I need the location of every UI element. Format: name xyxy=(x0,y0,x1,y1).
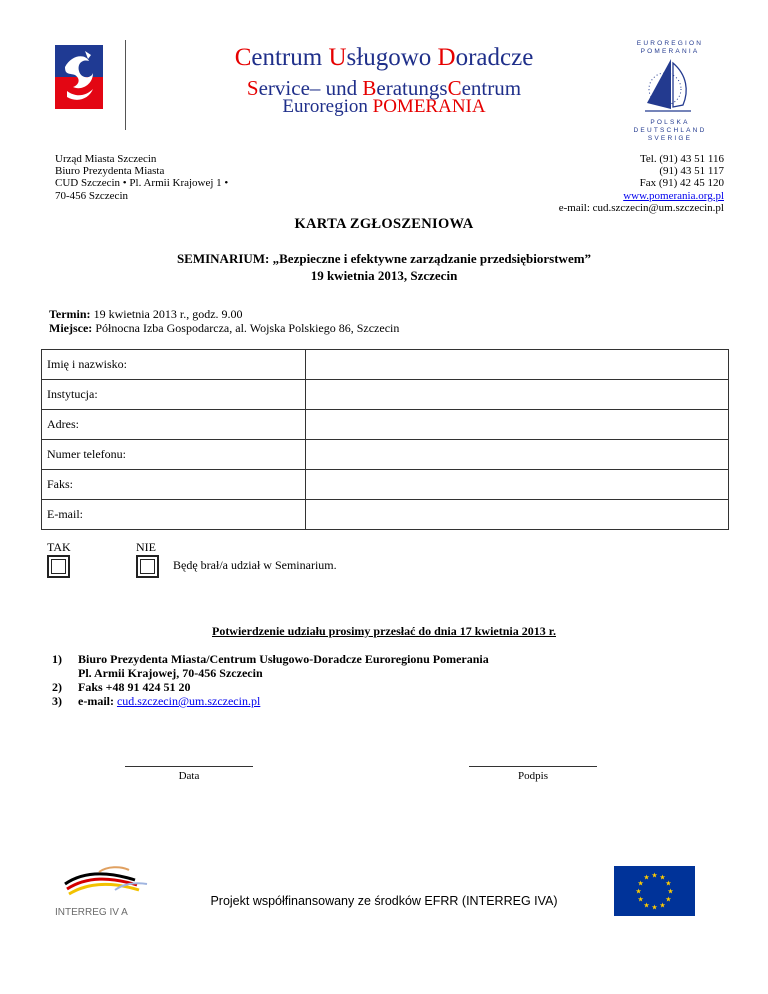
header-title-polish: Centrum Usługowo Doradcze xyxy=(234,44,534,71)
termin-value: 19 kwietnia 2013 r., godz. 9.00 xyxy=(90,307,243,321)
logo-text-polska: POLSKA xyxy=(650,119,690,126)
fax-number: Fax (91) 42 45 120 xyxy=(639,177,724,190)
table-row xyxy=(42,380,729,410)
header-title-region: Euroregion POMERANIA xyxy=(282,96,486,117)
field-label-institution: Instytucja: xyxy=(42,380,306,410)
list-item: 3) e-mail: cud.szczecin@um.szczecin.pl xyxy=(52,694,261,708)
signature-line xyxy=(469,766,597,767)
address-line: Urząd Miasta Szczecin xyxy=(55,153,157,165)
header-title-german: Service– und BeratungsCentrum xyxy=(246,76,522,100)
phone-1: Tel. (91) 43 51 116 xyxy=(639,153,724,165)
signature-label: Podpis xyxy=(518,770,548,782)
logo-text-sverige: SVERIGE xyxy=(647,135,693,142)
eu-star-icon: ★ xyxy=(659,873,666,882)
table-row xyxy=(42,440,729,470)
seminar-date: 19 kwietnia 2013, Szczecin xyxy=(310,268,458,283)
list-item: 2) Faks +48 91 424 51 20 xyxy=(52,680,191,694)
field-input-institution[interactable] xyxy=(306,380,729,410)
registration-form-table xyxy=(41,349,729,530)
eu-star-icon: ★ xyxy=(643,873,650,882)
eu-flag-icon xyxy=(614,866,695,916)
logo-text-deutschland: DEUTSCHLAND xyxy=(633,127,707,134)
sailboat-icon xyxy=(643,57,699,117)
eu-star-icon: ★ xyxy=(643,901,650,910)
table-row xyxy=(42,500,729,530)
termin-label: Termin: xyxy=(49,307,91,321)
eu-star-icon: ★ xyxy=(665,879,672,888)
eu-star-icon: ★ xyxy=(635,887,642,896)
list-item: 1) Biuro Prezydenta Miasta/Centrum Usługowo-Doradcze Euroregionu Pomerania xyxy=(52,652,489,666)
seminar-title xyxy=(0,250,768,284)
address-right xyxy=(559,153,724,214)
checkbox-no-label: NIE xyxy=(136,540,156,554)
seminar-name: SEMINARIUM: „Bezpieczne i efektywne zarządzanie przedsiębiorstwem” xyxy=(176,251,592,266)
table-row xyxy=(42,470,729,500)
address-line: 70-456 Szczecin xyxy=(55,189,128,202)
field-input-name[interactable] xyxy=(306,350,729,380)
checkbox-no[interactable] xyxy=(136,555,159,578)
field-label-phone: Numer telefonu: xyxy=(42,440,306,470)
website-link[interactable]: www.pomerania.org.pl xyxy=(623,189,724,202)
logo-text-euroregion: EUROREGION xyxy=(636,40,704,47)
logo-text-pomerania: POMERANIA xyxy=(640,48,700,55)
checkbox-yes[interactable] xyxy=(47,555,70,578)
form-title: KARTA ZGŁOSZENIOWA xyxy=(294,216,474,232)
address-left xyxy=(55,153,228,202)
interreg-logo xyxy=(55,862,155,920)
eu-star-icon: ★ xyxy=(651,903,658,912)
address-line: Biuro Prezydenta Miasta xyxy=(55,165,165,178)
contact-email: e-mail: cud.szczecin@um.szczecin.pl xyxy=(558,201,724,214)
eu-star-icon: ★ xyxy=(651,871,658,880)
checkbox-yes-label: TAK xyxy=(47,540,71,554)
date-label: Data xyxy=(178,770,200,782)
deadline-notice: Potwierdzenie udziału prosimy przesłać do dnia 17 kwietnia 2013 r. xyxy=(211,624,556,638)
email-link[interactable]: cud.szczecin@um.szczecin.pl xyxy=(116,694,261,708)
field-input-fax[interactable] xyxy=(306,470,729,500)
cofinancing-note: Projekt współfinansowany ze środków EFRR (INTERREG IVA) xyxy=(210,894,558,908)
eu-star-icon: ★ xyxy=(667,887,674,896)
field-label-name: Imię i nazwisko: xyxy=(42,350,306,380)
event-details xyxy=(49,307,399,335)
miejsce-value: Północna Izba Gospodarcza, al. Wojska Polskiego 86, Szczecin xyxy=(92,321,400,335)
date-signature-line xyxy=(125,766,253,767)
eu-star-icon: ★ xyxy=(665,895,672,904)
contact-list xyxy=(52,652,489,708)
phone-2: (91) 43 51 117 xyxy=(659,165,724,178)
field-input-address[interactable] xyxy=(306,410,729,440)
eu-star-icon: ★ xyxy=(637,895,644,904)
field-label-address: Adres: xyxy=(42,410,306,440)
field-input-email[interactable] xyxy=(306,500,729,530)
table-row xyxy=(42,410,729,440)
eu-star-icon: ★ xyxy=(659,901,666,910)
miejsce-label: Miejsce: xyxy=(49,321,93,335)
table-row xyxy=(42,350,729,380)
participation-statement: Będę brał/a udział w Seminarium. xyxy=(173,558,337,572)
eu-star-icon: ★ xyxy=(637,879,644,888)
address-line: CUD Szczecin • Pl. Armii Krajowej 1 • xyxy=(55,177,229,190)
field-label-fax: Faks: xyxy=(42,470,306,500)
list-item-continued: Pl. Armii Krajowej, 70-456 Szczecin xyxy=(78,666,263,680)
field-input-phone[interactable] xyxy=(306,440,729,470)
euroregion-pomerania-logo xyxy=(615,40,725,148)
field-label-email: E-mail: xyxy=(42,500,306,530)
interreg-label: INTERREG IV A xyxy=(55,907,128,918)
